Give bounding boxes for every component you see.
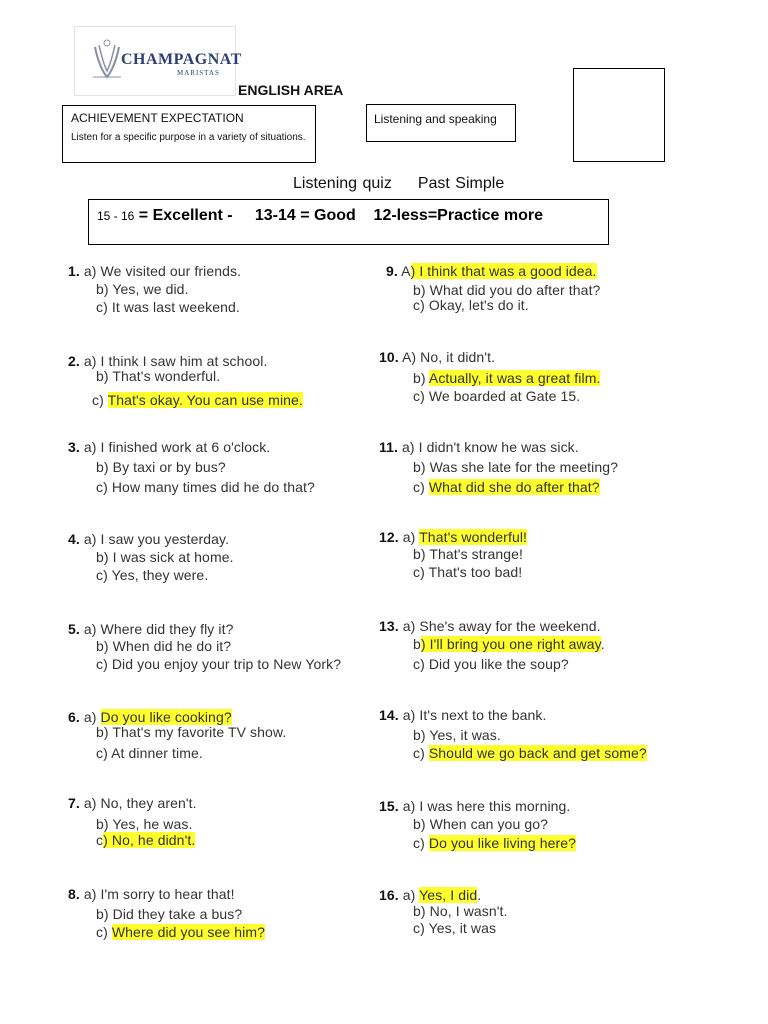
question-8-c: c) Where did you see him? xyxy=(96,924,266,940)
logo-name: CHAMPAGNAT xyxy=(121,51,242,68)
score-legend: = Excellent - 13-14 = Good 12-less=Practice more xyxy=(134,207,543,224)
question-6-a: 6. a) Do you like cooking? xyxy=(68,709,232,725)
question-10-a: 10. A) No, it didn't. xyxy=(379,349,496,365)
highlighted-answer: Should we go back and get some? xyxy=(428,745,647,761)
question-1-c: c) It was last weekend. xyxy=(96,299,240,315)
question-11-a: 11. a) I didn't know he was sick. xyxy=(379,439,579,455)
question-8-b: b) Did they take a bus? xyxy=(96,906,243,922)
skill-box xyxy=(366,104,516,142)
question-16-a: 16. a) Yes, I did. xyxy=(379,887,482,903)
quiz-topic: Past Simple xyxy=(417,175,505,192)
highlighted-answer: Actually, it was a great film. xyxy=(428,370,601,386)
school-logo xyxy=(74,26,242,96)
highlighted-answer: Do you like cooking? xyxy=(100,709,232,725)
question-16-b: b) No, I wasn't. xyxy=(413,903,508,919)
question-9-b: b) What did you do after that? xyxy=(413,282,601,298)
highlighted-answer: Yes, I did xyxy=(419,887,478,903)
question-15-a: 15. a) I was here this morning. xyxy=(379,798,571,814)
question-9-c: c) Okay, let's do it. xyxy=(413,297,529,313)
highlighted-answer: Do you like living here? xyxy=(428,835,577,851)
question-3-c: c) How many times did he do that? xyxy=(96,479,315,495)
highlighted-answer: That's okay. You can use mine. xyxy=(107,392,303,408)
quiz-title xyxy=(293,175,504,193)
question-1-b: b) Yes, we did. xyxy=(96,281,189,297)
skill-label: Listening and speaking xyxy=(374,112,497,126)
question-7-c: c) No, he didn't. xyxy=(96,832,196,848)
question-12-a: 12. a) That's wonderful! xyxy=(379,529,528,545)
question-9-a: 9. A) I think that was a good idea. xyxy=(386,263,597,279)
achievement-title: ACHIEVEMENT EXPECTATION xyxy=(71,111,244,125)
achievement-box xyxy=(62,105,316,163)
quiz-name: Listening quiz xyxy=(293,175,392,192)
question-5-c: c) Did you enjoy your trip to New York? xyxy=(96,656,342,672)
question-6-c: c) At dinner time. xyxy=(96,745,203,761)
question-15-b: b) When can you go? xyxy=(413,816,548,832)
highlighted-answer: ) No, he didn't. xyxy=(103,832,196,848)
question-12-b: b) That's strange! xyxy=(413,546,524,562)
question-2-c: c) That's okay. You can use mine. xyxy=(92,392,303,408)
highlighted-answer: ) I'll bring you one right away xyxy=(420,636,601,652)
highlighted-answer: What did she do after that? xyxy=(428,479,600,495)
question-3-a: 3. a) I finished work at 6 o'clock. xyxy=(68,439,271,455)
marist-emblem-icon xyxy=(89,37,125,83)
achievement-text: Listen for a specific purpose in a variety of situations. xyxy=(71,132,306,143)
question-8-a: 8. a) I'm sorry to hear that! xyxy=(68,886,235,902)
question-14-b: b) Yes, it was. xyxy=(413,727,501,743)
score-scale xyxy=(97,207,543,225)
question-16-c: c) Yes, it was xyxy=(413,920,497,936)
question-4-c: c) Yes, they were. xyxy=(96,567,209,583)
question-5-b: b) When did he do it? xyxy=(96,638,232,654)
question-7-a: 7. a) No, they aren't. xyxy=(68,795,197,811)
highlighted-answer: Where did you see him? xyxy=(111,924,266,940)
question-1-a: 1. a) We visited our friends. xyxy=(68,263,242,279)
question-11-c: c) What did she do after that? xyxy=(413,479,600,495)
question-2-a: 2. a) I think I saw him at school. xyxy=(68,353,268,369)
question-2-b: b) That's wonderful. xyxy=(96,368,221,384)
score-box xyxy=(88,199,609,245)
question-4-b: b) I was sick at home. xyxy=(96,549,234,565)
logo-subtitle: MARISTAS xyxy=(177,69,220,77)
area-title: ENGLISH AREA xyxy=(238,82,344,98)
question-13-c: c) Did you like the soup? xyxy=(413,656,569,672)
question-13-b: b) I'll bring you one right away. xyxy=(413,636,605,652)
question-3-b: b) By taxi or by bus? xyxy=(96,459,226,475)
question-7-b: b) Yes, he was. xyxy=(96,816,193,832)
question-14-a: 14. a) It's next to the bank. xyxy=(379,707,547,723)
question-10-c: c) We boarded at Gate 15. xyxy=(413,388,581,404)
highlighted-answer: That's wonderful! xyxy=(419,529,528,545)
question-10-b: b) Actually, it was a great film. xyxy=(413,370,601,386)
question-13-a: 13. a) She's away for the weekend. xyxy=(379,618,601,634)
question-12-c: c) That's too bad! xyxy=(413,564,523,580)
question-5-a: 5. a) Where did they fly it? xyxy=(68,621,234,637)
score-range: 15 - 16 xyxy=(97,209,135,223)
question-6-b: b) That's my favorite TV show. xyxy=(96,724,287,740)
question-15-c: c) Do you like living here? xyxy=(413,835,577,851)
photo-box xyxy=(573,68,665,162)
question-11-b: b) Was she late for the meeting? xyxy=(413,459,619,475)
question-4-a: 4. a) I saw you yesterday. xyxy=(68,531,230,547)
question-14-c: c) Should we go back and get some? xyxy=(413,745,647,761)
highlighted-answer: ) I think that was a good idea. xyxy=(410,263,597,279)
